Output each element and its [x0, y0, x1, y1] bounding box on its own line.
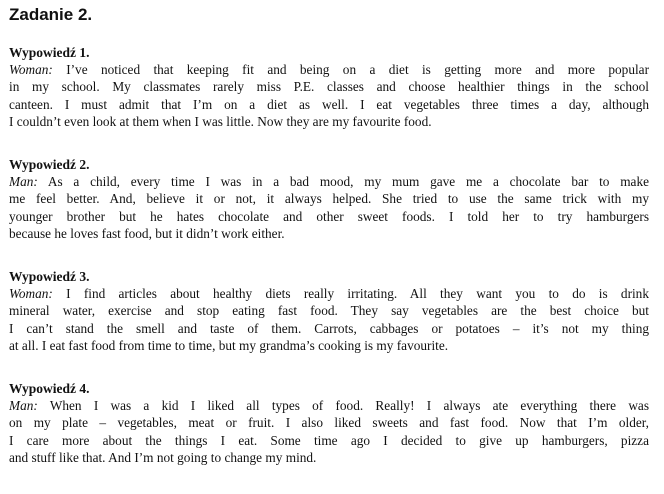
statement-line: and stuff like that. And I’m not going to change my mind.: [9, 449, 317, 465]
statement-line: I can’t stand the smell and taste of them. Carrots, cabbages or potatoes – it’s not my thing: [9, 320, 649, 336]
statement-3: [9, 268, 649, 354]
statement-1: [9, 44, 649, 130]
statement-line: I care more about the things I eat. Some time ago I decided to give up hamburgers, pizza: [9, 432, 649, 448]
statement-line: [9, 173, 649, 190]
speaker-label: Man:: [9, 174, 38, 189]
statement-2: [9, 156, 649, 242]
statement-line: canteen. I must admit that I’m on a diet as well. I eat vegetables three times a day, although: [9, 96, 649, 112]
statement-text: When I was a kid I liked all types of food. Really! I always ate everything there was: [49, 398, 649, 413]
statement-line: because he loves fast food, but it didn’t work either.: [9, 225, 285, 241]
speaker-label: Woman:: [9, 286, 53, 301]
statement-line: [9, 285, 649, 302]
statement-heading: Wypowiedź 2.: [9, 157, 90, 172]
statement-heading: Wypowiedź 3.: [9, 269, 90, 284]
statement-heading: Wypowiedź 1.: [9, 45, 90, 60]
statement-heading: Wypowiedź 4.: [9, 381, 90, 396]
speaker-label: Woman:: [9, 62, 53, 77]
statement-text: I find articles about healthy diets really irritating. All they want you to do is drink: [66, 286, 649, 301]
statement-line: on my plate – vegetables, meat or fruit. I also liked sweets and fast food. Now that I’m older,: [9, 415, 649, 431]
statement-line: mineral water, exercise and stop eating fast food. They say vegetables are the best choice but: [9, 303, 649, 319]
statement-line: [9, 61, 649, 78]
statement-line: in my school. My classmates rarely miss P.E. classes and choose healthier things in the school: [9, 79, 649, 95]
statement-line: [9, 397, 649, 414]
speaker-label: Man:: [9, 398, 38, 413]
statement-line: younger brother but he hates chocolate and other sweet foods. I told her to try hamburgers: [9, 208, 649, 224]
statement-line: I couldn’t even look at them when I was little. Now they are my favourite food.: [9, 113, 432, 129]
statement-line: at all. I eat fast food from time to time, but my grandma’s cooking is my favourite.: [9, 337, 449, 353]
statement-text: As a child, every time I was in a bad mood, my mum gave me a chocolate bar to make: [47, 174, 649, 189]
statement-4: [9, 380, 649, 466]
statement-text: I’ve noticed that keeping fit and being on a diet is getting more and more popular: [66, 62, 649, 77]
page-title: Zadanie 2.: [9, 5, 93, 24]
statement-line: me feel better. And, believe it or not, it always helped. She tried to use the same trick with my: [9, 191, 649, 207]
